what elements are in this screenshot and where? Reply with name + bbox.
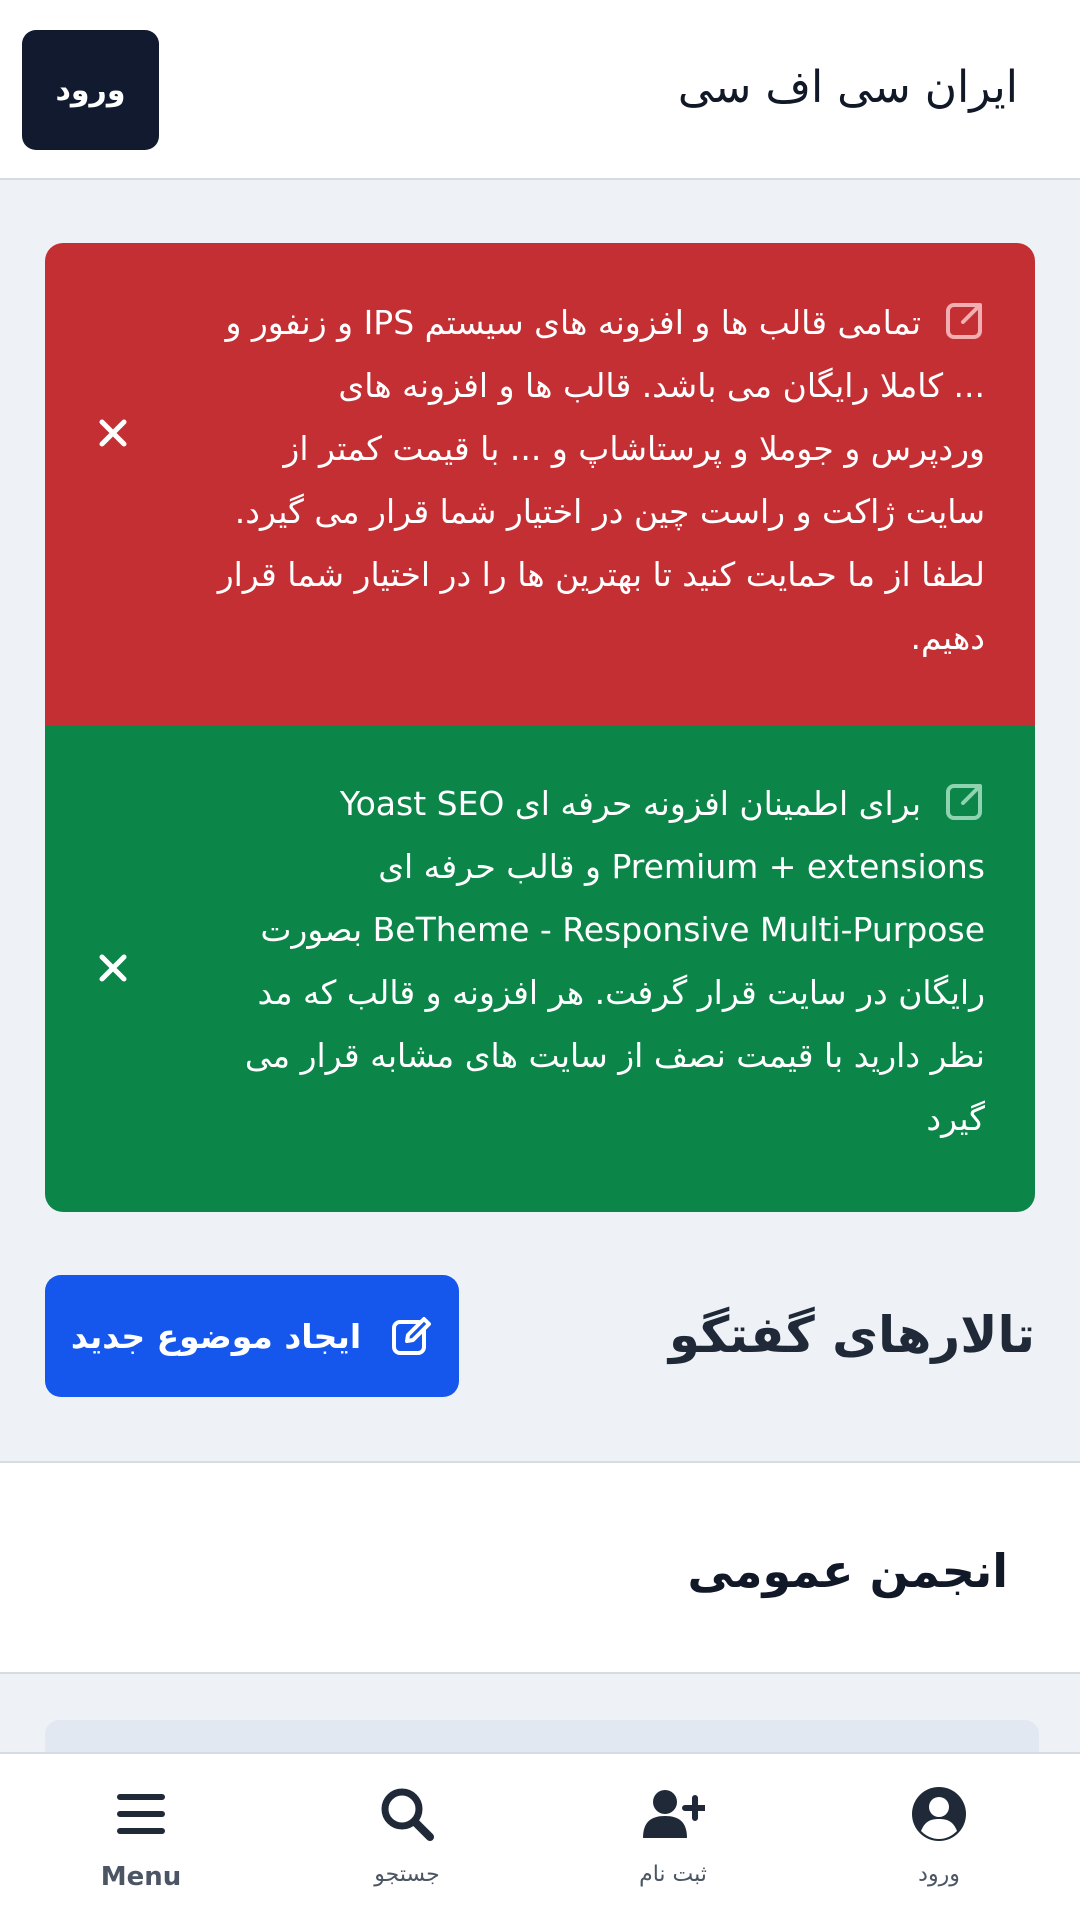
bottom-nav xyxy=(0,1752,1080,1920)
nav-item-register[interactable] xyxy=(538,1754,808,1920)
login-button[interactable]: ورود xyxy=(22,30,159,150)
category-title[interactable]: انجمن عمومی xyxy=(687,1544,1008,1598)
notice-red-close-button[interactable] xyxy=(93,413,133,453)
notice-green xyxy=(45,726,1035,1212)
menu-icon xyxy=(113,1786,169,1842)
page-title: تالارهای گفتگو xyxy=(668,1306,1035,1364)
new-topic-button[interactable] xyxy=(45,1275,459,1397)
category-section xyxy=(0,1461,1080,1674)
search-icon xyxy=(379,1786,435,1842)
new-topic-label: ایجاد موضوع جدید xyxy=(70,1316,362,1356)
notice-green-text: برای اطمینان افزونه حرفه ای Yoast SEO Premium + extensions و قالب حرفه ای BeTheme - Responsive Multi-Purpose بصورت رایگان در سایت قرار گرفت. هر افزونه و قالب که مد نظر دارید با قیمت نصف از سایت های مشابه قرار می گیرد xyxy=(244,784,985,1138)
close-icon xyxy=(98,418,128,448)
notice-red xyxy=(45,243,1035,726)
nav-item-login[interactable] xyxy=(804,1754,1074,1920)
top-header xyxy=(0,0,1080,180)
nav-label-menu: Menu xyxy=(100,1862,182,1892)
notice-green-body xyxy=(215,772,985,1150)
nav-item-search[interactable] xyxy=(272,1754,542,1920)
external-link-icon[interactable] xyxy=(945,300,985,340)
nav-label-search: جستجو xyxy=(374,1862,440,1887)
site-title[interactable]: ایران سی اف سی xyxy=(677,62,1018,113)
notice-red-text: تمامی قالب ها و افزونه های سیستم IPS و زنفور و ... کاملا رایگان می باشد. قالب ها و افزونه های وردپرس و جوملا و پرستاشاپ و ... با قیمت کمتر از سایت ژاکت و راست چین در اختیار شما قرار می گیرد. لطفا از ما حمایت کنید تا بهترین ها را در اختیار شما قرار دهیم. xyxy=(217,303,985,657)
notice-red-body xyxy=(215,291,985,669)
edit-icon xyxy=(391,1315,433,1357)
nav-label-register: ثبت نام xyxy=(639,1862,707,1887)
notice-green-close-button[interactable] xyxy=(93,948,133,988)
external-link-icon[interactable] xyxy=(945,781,985,821)
nav-label-login: ورود xyxy=(918,1862,960,1887)
nav-item-menu[interactable] xyxy=(6,1754,276,1920)
user-circle-icon xyxy=(911,1786,967,1842)
close-icon xyxy=(98,953,128,983)
add-user-icon xyxy=(641,1786,705,1842)
